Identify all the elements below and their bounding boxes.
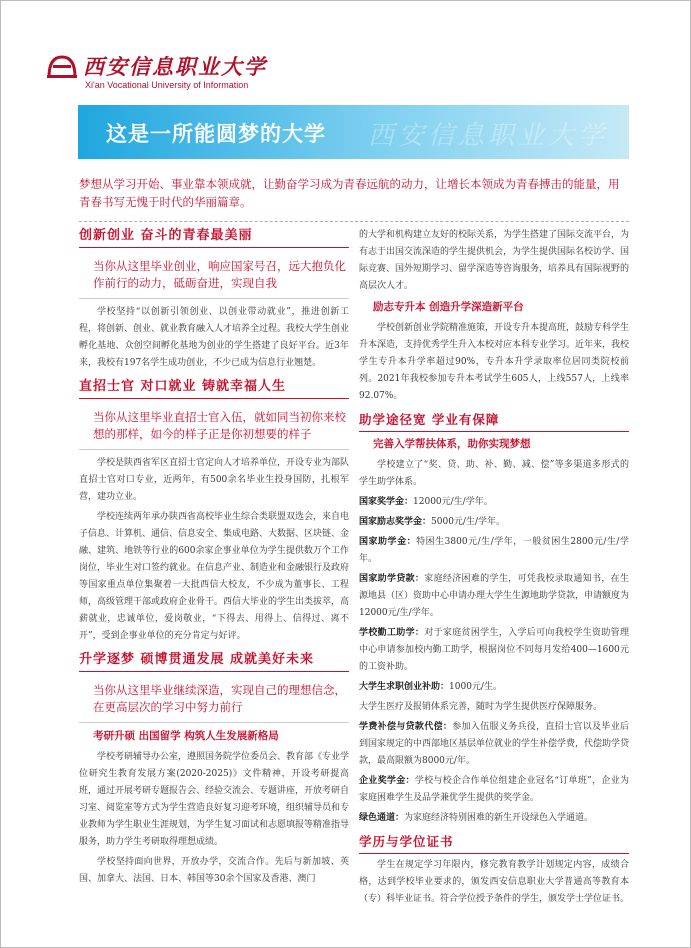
aid-item-label: 学校勤工助学： [359,628,425,638]
section-heading-further-study: 升学逐梦 硕博贯通发展 成就美好未来 [79,651,349,672]
banner-decoration: 西安信息职业大学 [368,121,609,151]
paragraph: 的大学和机构建立友好的校际关系，为学生搭建了国际交流平台，为有志于出国交流深造的学生提供机会，为学生提供国际名校访学、国际竞赛、国外短期学习、留学深造等咨询服务，培养具有国际视野的高层次人才。 [359,230,630,291]
aid-item-text: 5000元/生/学年。 [431,517,505,527]
subheading-upgrade: 励志专升本 创造升学深造新平台 [373,301,524,313]
section-heading-military: 直招士官 对口就业 铸就幸福人生 [79,378,349,399]
aid-item [359,719,629,770]
paragraph: 学校连续两年承办陕西省高校毕业生综合类联盟双选会，来自电子信息、计算机、通信、信息安全、集成电路、大数据、区块链、金融、建筑、地铁等行业的600余家企事业单位为学生提供数万个工作岗位，毕业生对口签约就业。在信息产业、制造业和金融银行及政府等国家重点单位集聚着一大批西信大校友，不少成为董事长、工程师，高级管理干部或政府企业骨干。西信大毕业的学生出类拔萃，高薪就业，忠诚单位，爱岗敬业，“下得去、用得上、信得过、离不开”，受到企事业单位的充分肯定与好评。 [79,512,350,641]
paragraph: 学生在规定学习年限内，修完教育教学计划规定内容，成绩合格，达到学校毕业要求的，颁发西安信息职业大学普通高等教育本（专）科毕业证书。符合学位授予条件的学生，颁发学士学位证书。 [359,860,630,904]
aid-item [359,773,629,807]
aid-item-text: 大学生医疗及报销体系完善，随时为学生提供医疗保障服务。 [359,702,603,712]
right-column [359,227,629,911]
section-lead: 当你从这里毕业创业，响应国家号召，远大抱负化作前行的动力，砥砺奋进，实现自我 [79,250,349,299]
aid-item-label: 企业奖学金： [359,776,415,786]
subheading-postgrad: 考研升硕 出国留学 构筑人生发展新格局 [93,730,279,742]
aid-item-label: 国家助学贷款： [359,574,425,584]
aid-item-label: 大学生求职创业补助： [359,682,450,692]
aid-item [359,571,629,622]
left-column [79,227,349,891]
section-lead: 当你从这里毕业继续深造，实现自己的理想信念，在更高层次的学习中努力前行 [79,674,349,723]
paragraph: 学校坚持面向世界，开放办学，交流合作。先后与新加坡、英国、加拿大、法国、日本、韩国等30余个国家及香港、澳门 [79,857,349,884]
paragraph: 学校建立了“奖、贷、助、补、勤、减、偿”等多渠道多形式的学生助学体系。 [359,460,629,487]
intro-paragraph: 梦想从学习开始、事业靠本领成就，让勤奋学习成为青春远航的动力，让增长本领成为青春搏击的能量，用青春书写无愧于时代的华丽篇章。 [79,177,620,209]
aid-item-text: 家庭经济困难的学生，可凭我校录取通知书，在生源地县（区）资助中心申请办理大学生生源地助学贷款，申请额度为12000元/生/学年。 [359,574,630,618]
aid-item-label: 绿色通道： [359,813,405,823]
aid-item [359,810,629,827]
subheading-aid: 完善入学帮扶体系，助你实现梦想 [373,438,531,450]
section-heading-financial-aid: 助学途径宽 学业有保障 [359,411,629,432]
aid-item [359,625,629,676]
banner-title: 这是一所能圆梦的大学 [106,122,326,146]
title-banner [78,105,629,159]
aid-item [359,494,629,511]
paragraph: 学校坚持“以创新引领创业、以创业带动就业”，推进创新工程，将创新、创业、就业教育融入人才培养全过程。我校大学生创业孵化基地、众创空间孵化基地为创业的学生搭建了良好平台。近3年来，我校有197名学生成功创业，不少已成为信息行业翘楚。 [79,307,350,368]
section-heading-certificates: 学历与学位证书 [359,833,629,854]
aid-item [359,514,629,531]
aid-item [359,699,629,716]
divider [79,221,629,222]
aid-item [359,534,629,568]
logo-chinese-name: 西安信息职业大学 [83,54,267,79]
logo [45,45,345,95]
section-heading-entrepreneurship: 创新创业 奋斗的青春最美丽 [79,227,349,248]
aid-item-text: 1000元/生。 [449,682,502,692]
logo-english-name: Xi'an Vocational University of Information [85,80,249,90]
aid-item-text: 学校与校企合作单位组建企业冠名“订单班”，企业为家庭困难学生及品学兼优学生提供的奖学金。 [359,776,629,803]
paragraph: 学校创新创业学院精准施策，开设专升本提高班，鼓励专科学生升本深造，支持优秀学生升入本校对应本科专业学习。近年来，我校学生专升本升学率超过90%，专升本升学录取率位居同类院校前列。2021年我校参加专升本考试学生605人，上线557人，上线率92.07%。 [359,323,630,401]
paragraph: 学校是陕西省军区直招士官定向人才培养单位，开设专业为部队直招士官对口专业，近两年，有500余名毕业生投身国防，扎根军营，建功立业。 [79,458,350,502]
aid-item-label: 国家励志奖学金： [359,517,432,527]
aid-list [359,494,629,827]
aid-item-text: 参加入伍服义务兵役，直招士官以及毕业后到国家规定的中西部地区基层单位就业的学生补偿学费，代偿助学贷款，最高限额为8000元/年。 [359,722,630,766]
aid-item-label: 国家助学金： [359,537,417,547]
aid-item-label: 国家奖学金： [359,497,414,507]
aid-item-text: 12000元/生/学年。 [413,497,493,507]
aid-item-label: 学费补偿与贷款代偿： [359,722,453,732]
university-emblem-icon [45,53,79,81]
aid-item [359,679,629,696]
aid-item-text: 特困生3800元/生/学年，一般贫困生2800元/生/学年。 [359,537,629,564]
section-lead: 当你从这里毕业直招士官入伍，就如同当初你来校想的那样，如今的样子正是你初想要的样子 [79,401,349,450]
paragraph: 学校考研辅导办公室，遵照国务院学位委员会、教育部《专业学位研究生教育发展方案(2020-2025)》文件精神，开设考研提高班，通过开展考研专题报告会、经验交流会、专题讲座，开放考研自习室、阅览室等方式为学生营造良好复习迎考环境，组织辅导员和专业教师为学生职业生涯规划，为学生复习面试和志愿填报等精准指导服务，助力学生考研取得理想成绩。 [79,752,350,847]
aid-item-text: 对于家庭贫困学生，入学后可向我校学生资助管理中心申请参加校内勤工助学，根据岗位不同每月发给400—1600元的工资补助。 [359,628,629,672]
aid-item-text: 为家庭经济特别困难的新生开设绿色入学通道。 [404,813,594,823]
